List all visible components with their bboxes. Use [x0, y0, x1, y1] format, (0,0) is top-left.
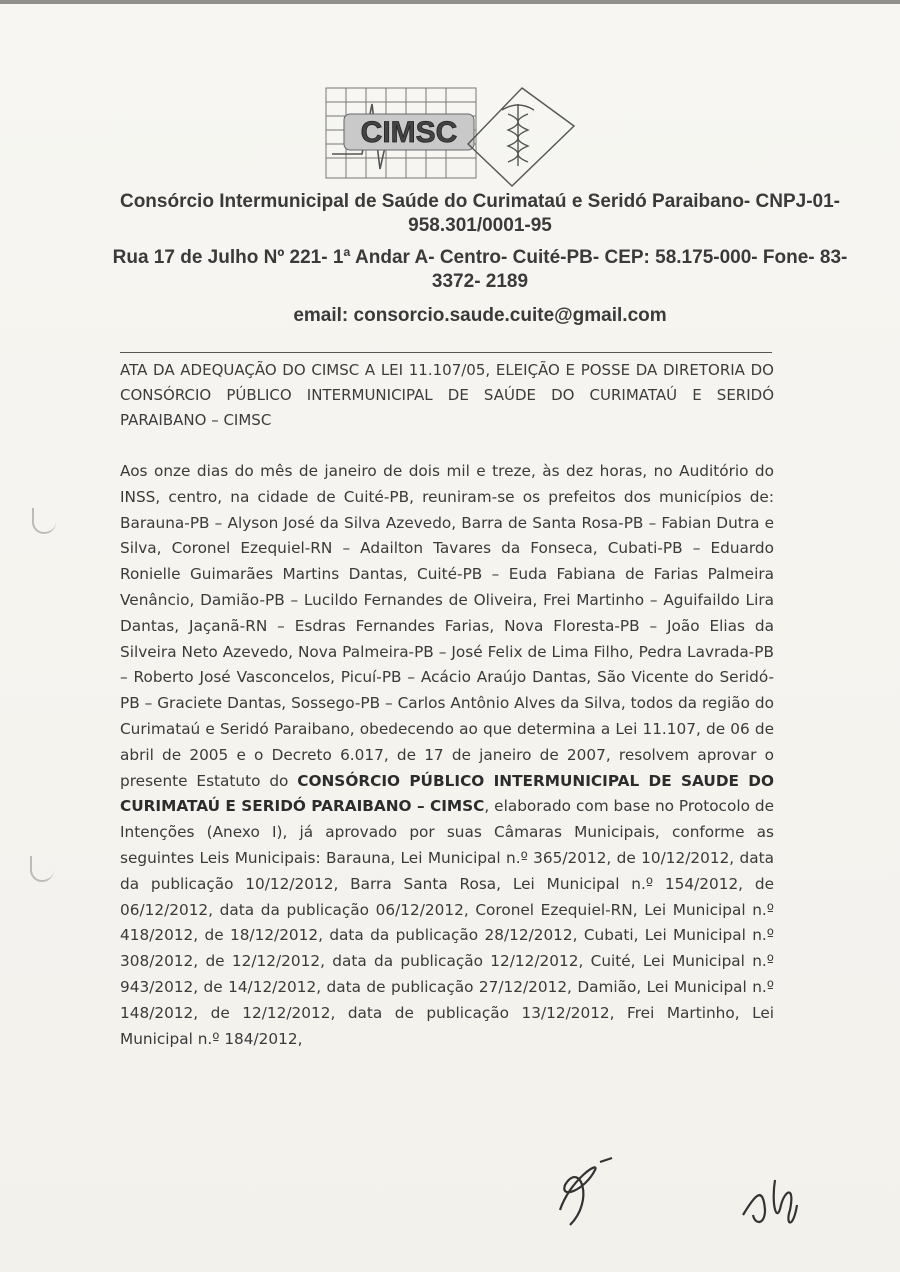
handwritten-initials: [540, 1140, 650, 1230]
punch-hole-mark: [30, 856, 54, 882]
caduceus-icon: [468, 88, 574, 186]
logo-text: CIMSC: [360, 116, 458, 149]
punch-hole-mark: [32, 508, 56, 534]
body-text-part1: Aos onze dias do mês de janeiro de dois mil e treze, às dez horas, no Auditório do INSS, centro, na cidade de Cuité-PB, reuniram-se os prefeitos dos municípios de: Barauna-PB – Alyson José da Silva Azevedo, Barra de Santa Rosa-PB – Fabian Dutra e Silva, Coronel Ezequiel-RN – Adailton Tavares da Fonseca, Cubati-PB – Eduardo Ronielle Guimarães Martins Dantas, Cuité-PB – Euda Fabiana de Farias Palmeira Venâncio, Damião-PB – Lucildo Fernandes de Oliveira, Frei Martinho – Aguifaildo Lira Dantas, Jaçanã-RN – Esdras Fernandes Farias, Nova Floresta-PB – João Elias da Silveira Neto Azevedo, Nova Palmeira-PB – José Felix de Lima Filho, Pedra Lavrada-PB – Roberto José Vasconcelos, Picuí-PB – Acácio Araújo Dantas, São Vicente do Seridó-PB – Graciete Dantas, Sossego-PB – Carlos Antônio Alves da Silva, todos da região do Curimataú e Seridó Paraibano, obedecendo ao que determina a Lei 11.107, de 06 de abril de 2005 e o Decreto 6.017, de 17 de janeiro de 2007, resolvem aprovar o presente Estatuto do: [120, 462, 774, 790]
body-text-part2: , elaborado com base no Protocolo de Intenções (Anexo I), já aprovado por suas Câmaras Municipais, conforme as seguintes Leis Municipais: Barauna, Lei Municipal n.º 365/2012, de 10/12/2012, data da publicação 10/12/2012, Barra Santa Rosa, Lei Municipal n.º 154/2012, de 06/12/2012, data da publicação 06/12/2012, Coronel Ezequiel-RN, Lei Municipal n.º 418/2012, de 18/12/2012, data da publicação 28/12/2012, Cubati, Lei Municipal n.º 308/2012, de 12/12/2012, data da publicação 12/12/2012, Cuité, Lei Municipal n.º 943/2012, de 14/12/2012, data de publicação 27/12/2012, Damião, Lei Municipal n.º 148/2012, de 12/12/2012, data de publicação 13/12/2012, Frei Martinho, Lei Municipal n.º 184/2012,: [120, 797, 774, 1048]
scan-edge: [0, 0, 900, 4]
handwritten-initials: [735, 1165, 825, 1240]
header-consortium-name: Consórcio Intermunicipal de Saúde do Curimataú e Seridó Paraibano- CNPJ-01-958.301/0001-95: [119, 191, 841, 236]
document-body: [120, 459, 774, 1052]
header-address: Rua 17 de Julho Nº 221- 1ª Andar A- Centro- Cuité-PB- CEP: 58.175-000- Fone- 83- 3372- 2189: [112, 247, 848, 292]
cimsc-logo: [322, 84, 578, 194]
header-email: email: consorcio.saude.cuite@gmail.com: [293, 305, 667, 326]
divider: [120, 352, 772, 353]
document-title: ATA DA ADEQUAÇÃO DO CIMSC A LEI 11.107/05, ELEIÇÃO E POSSE DA DIRETORIA DO CONSÓRCIO PÚBLICO INTERMUNICIPAL DE SAÚDE DO CURIMATAÚ E SERIDÓ PARAIBANO – CIMSC: [120, 361, 774, 429]
body-text-bold: CONSÓRCIO PÚBLICO INTERMUNICIPAL DE SAUDE DO CURIMATAÚ E SERIDÓ PARAIBANO – CIMSC: [120, 771, 774, 816]
